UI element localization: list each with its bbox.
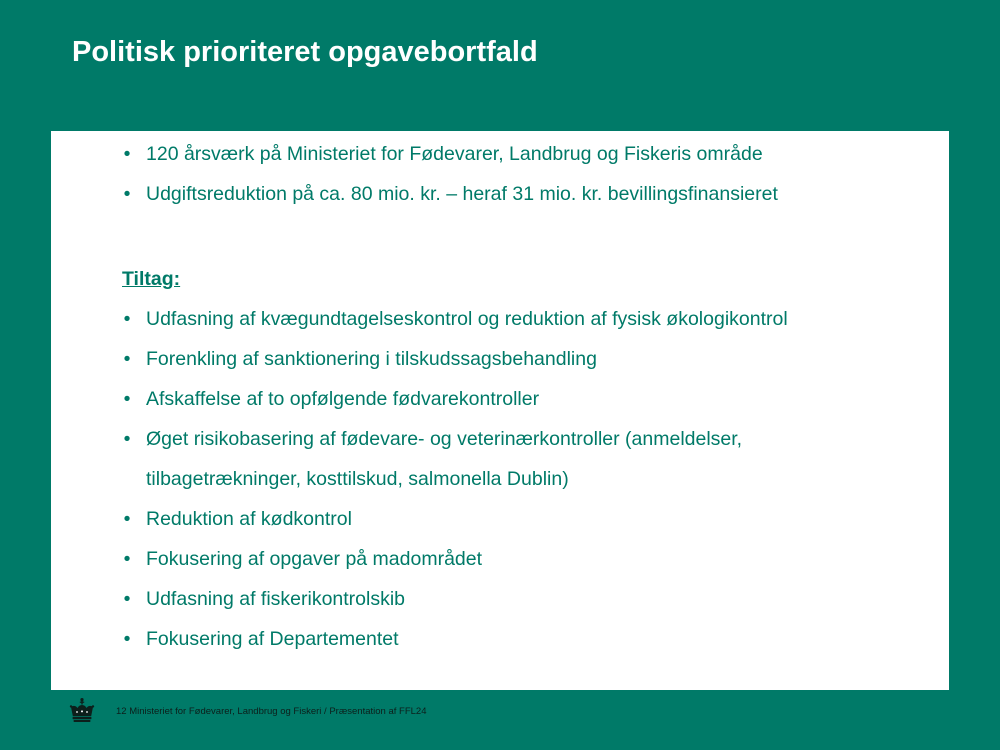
bullet-item — [51, 579, 949, 619]
bullet-dot: • — [123, 548, 131, 570]
bullet-dot: • — [123, 308, 131, 330]
bullet-item — [51, 419, 949, 499]
bullet-text: Fokusering af opgaver på madområdet — [146, 548, 483, 570]
bullet-item — [51, 619, 949, 659]
bullet-dot: • — [123, 388, 131, 410]
bullet-item — [51, 539, 949, 579]
bullet-dot: • — [123, 628, 131, 650]
section-heading: Tiltag: — [122, 268, 181, 290]
bullet-dot: • — [123, 428, 131, 450]
bullet-text: Udfasning af fiskerikontrolskib — [146, 588, 406, 610]
bullet-text: Udgiftsreduktion på ca. 80 mio. kr. – heraf 31 mio. kr. bevillingsfinansieret — [146, 183, 778, 205]
bullet-text-line-2: tilbagetrækninger, kosttilskud, salmonella Dublin) — [146, 468, 569, 490]
bullet-item — [51, 299, 949, 339]
bullet-item — [51, 499, 949, 539]
bullet-dot: • — [123, 183, 131, 205]
content-panel — [51, 131, 949, 690]
bullet-dot: • — [123, 588, 131, 610]
bullet-item — [51, 174, 949, 214]
footer-text: 12 Ministeriet for Fødevarer, Landbrug og Fiskeri / Præsentation af FFL24 — [116, 705, 427, 717]
bullet-text: Afskaffelse af to opfølgende fødvarekontroller — [146, 388, 540, 410]
bullet-text: 120 årsværk på Ministeriet for Fødevarer, Landbrug og Fiskeris område — [146, 143, 763, 165]
bullet-item — [51, 134, 949, 174]
bullet-dot: • — [123, 348, 131, 370]
crown-icon — [68, 697, 96, 725]
bullet-text: Udfasning af kvægundtagelseskontrol og reduktion af fysisk økologikontrol — [146, 308, 788, 330]
bullet-item — [51, 379, 949, 419]
bullet-dot: • — [123, 143, 131, 165]
bullet-text: Reduktion af kødkontrol — [146, 508, 352, 530]
bullet-text: Forenkling af sanktionering i tilskudssagsbehandling — [146, 348, 597, 370]
bullet-text-line-1: Øget risikobasering af fødevare- og veterinærkontroller (anmeldelser, — [146, 428, 743, 450]
summary-bullet-list — [51, 134, 949, 214]
measures-bullet-list — [51, 299, 949, 659]
bullet-item — [51, 339, 949, 379]
slide-title: Politisk prioriteret opgavebortfald — [72, 36, 538, 68]
footer — [68, 696, 426, 726]
bullet-dot: • — [123, 508, 131, 530]
bullet-text: Fokusering af Departementet — [146, 628, 399, 650]
